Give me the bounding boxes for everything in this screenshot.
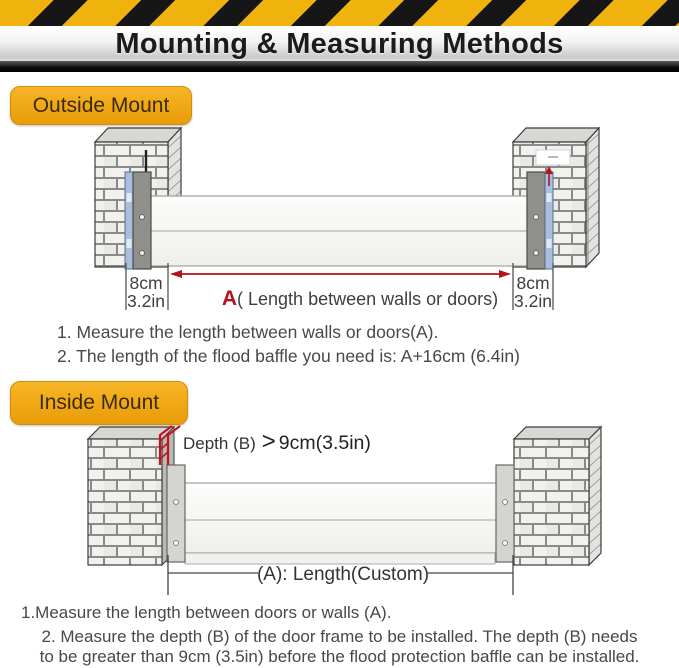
inside-mount-label	[10, 381, 188, 425]
screw-icon	[534, 215, 539, 220]
flood-baffle-panel	[133, 196, 547, 266]
screw-icon	[140, 251, 145, 256]
length-arrow	[170, 270, 511, 278]
flood-baffle-panel	[180, 483, 510, 564]
length-caption: (A): Length(Custom)	[256, 564, 430, 585]
outside-steps	[57, 320, 520, 368]
left-offset-cm: 8cm	[129, 273, 163, 293]
title-band	[0, 28, 679, 61]
screw-icon	[503, 541, 508, 546]
banner	[0, 0, 679, 72]
right-offset-cm: 8cm	[516, 273, 550, 293]
outside-step-1: 1. Measure the length between walls or doors(A).	[57, 322, 439, 342]
right-mounting-bracket	[496, 465, 514, 562]
outside-mount-illustration	[0, 123, 679, 322]
outside-mount-label	[10, 86, 192, 125]
left-mounting-bracket	[125, 172, 151, 269]
outside-mount-label-text: Outside Mount	[32, 93, 170, 117]
page-title: Mounting & Measuring Methods	[115, 28, 564, 60]
outside-step-2: 2. The length of the flood baffle you need is: A+16cm (6.4in)	[57, 346, 520, 366]
screw-icon	[534, 251, 539, 256]
right-mounting-bracket	[527, 166, 553, 269]
inside-step-1: 1.Measure the length between doors or walls (A).	[21, 603, 392, 622]
inside-step-2-line-1: 2. Measure the depth (B) of the door frame to be installed. The depth (B) needs	[41, 627, 638, 646]
screw-icon	[503, 500, 508, 505]
inside-mount-illustration	[0, 425, 679, 603]
screw-icon	[174, 541, 179, 546]
inside-right-pillar	[514, 427, 601, 565]
inside-step-2-line-2: to be greater than 9cm (3.5in) before the flood protection baffle can be installed.	[39, 646, 640, 666]
hazard-stripes-icon	[0, 0, 679, 28]
banner-shadow-bar	[0, 61, 679, 72]
inside-mount-label-text: Inside Mount	[38, 391, 160, 414]
right-offset-in: 3.2in	[514, 291, 552, 311]
inside-step-2	[0, 627, 679, 666]
length-arrow-caption: A( Length between walls or doors)	[221, 287, 499, 310]
depth-caption: Depth (B) > 9cm(3.5in)	[183, 428, 371, 455]
left-offset-in: 3.2in	[127, 291, 165, 311]
left-mounting-bracket	[167, 465, 185, 562]
screw-icon	[174, 500, 179, 505]
screw-icon	[140, 215, 145, 220]
